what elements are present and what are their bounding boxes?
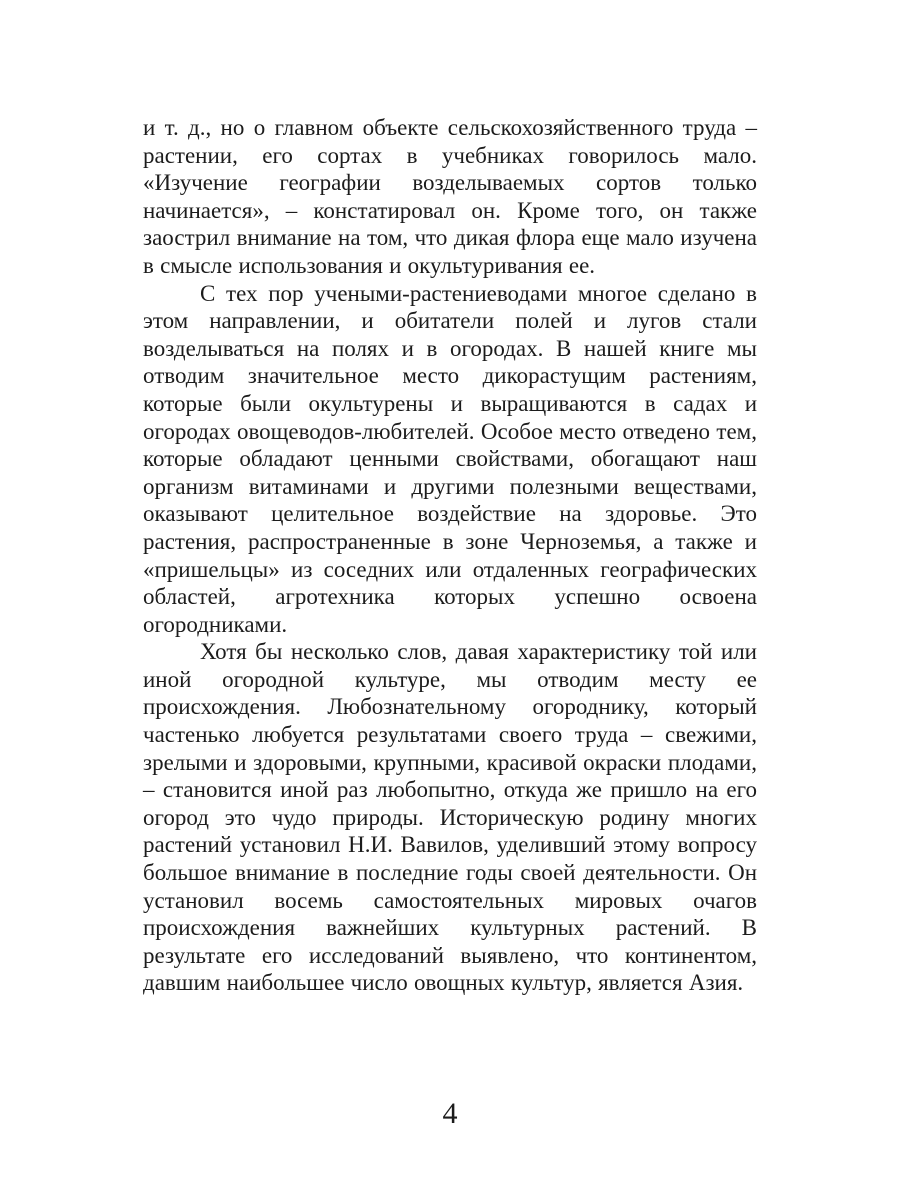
paragraph-3: Хотя бы несколько слов, давая характеристику той или иной огородной культуре, мы отводим месту ее происхождения. Любознательному огороднику, который частенько любуется результатами своего труда – свежими, зрелыми и здоровыми, крупными, красивой окраски плодами, – становится иной раз любопытно, откуда же пришло на его огород это чудо природы. Историческую родину многих растений установил Н.И. Вавилов, уделивший этому вопросу большое внимание в последние годы своей деятельности. Он установил восемь самостоятельных мировых очагов происхождения важнейших культурных растений. В результате его исследований выявлено, что континентом, давшим наибольшее число овощных культур, является Азия.	[143, 639, 757, 996]
paragraph-1: и т. д., но о главном объекте сельскохозяйственного труда – растении, его сортах в учебниках говорилось мало. «Изучение географии возделываемых сортов только начинается», – констатировал он. Кроме того, он также заострил внимание на том, что дикая флора еще мало изучена в смысле использования и окультуривания ее.	[143, 115, 757, 278]
page-number: 4	[442, 1097, 458, 1130]
body-text	[143, 114, 757, 997]
paragraph-2: С тех пор учеными-растениеводами многое сделано в этом направлении, и обитатели полей и лугов стали возделываться на полях и в огородах. В нашей книге мы отводим значительное место дикорастущим растениям, которые были окультурены и выращиваются в садах и огородах овощеводов-любителей. Особое место отведено тем, которые обладают ценными свойствами, обогащают наш организм витаминами и другими полезными веществами, оказывают целительное воздействие на здоровье. Это растения, распространенные в зоне Черноземья, а также и «пришельцы» из соседних или отдаленных географических областей, агротехника которых успешно освоена огородниками.	[143, 280, 757, 637]
